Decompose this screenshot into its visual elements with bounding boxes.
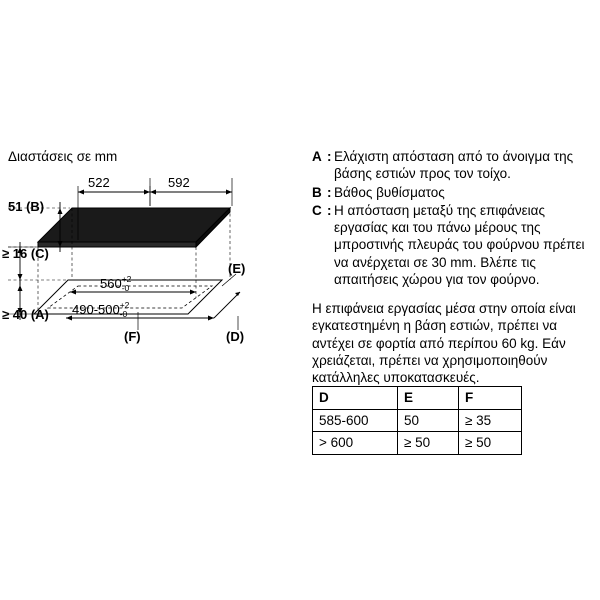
table-cell-d-2: > 600 <box>313 432 398 455</box>
arrow-592-right <box>226 190 232 195</box>
note-c <box>312 202 592 288</box>
dim-560-tol-bottom: -0 <box>121 282 130 293</box>
arrow-560-left <box>70 290 76 295</box>
table-row <box>313 432 522 455</box>
dim-label-16-c: ≥ 16 (C) <box>2 246 49 261</box>
arrow-16-bottom <box>18 274 23 280</box>
dim-label-490-500: 490-500 <box>72 301 120 317</box>
table-cell-f-2: ≥ 50 <box>459 432 522 455</box>
note-c-key: C <box>312 202 322 218</box>
load-capacity-paragraph: Η επιφάνεια εργασίας μέσα στην οποία είναι εγκατεστημένη η βάση εστιών, πρέπει να αντέχει σε φορτία από περίπου 60 kg. Εάν χρειάζεται, πρέπει να χρησιμοποιηθούν κατάλληλες υποκατασκευές. <box>312 301 576 386</box>
dim-560-tol-top: +2 <box>121 274 132 284</box>
page-title: Διαστάσεις σε mm <box>8 149 118 164</box>
table-cell-e-2: ≥ 50 <box>398 432 459 455</box>
arrow-522-right <box>144 190 150 195</box>
arrow-depth-d <box>235 292 240 296</box>
note-b-colon: : <box>327 184 332 200</box>
dim-560-tolerance <box>122 275 132 292</box>
note-b-key: B <box>312 184 322 200</box>
dim-label-490-500-group <box>72 302 129 319</box>
dim-label-40-a: ≥ 40 (A) <box>2 307 49 322</box>
note-a <box>312 148 592 183</box>
note-c-colon: : <box>327 202 332 218</box>
table-header-d: D <box>313 387 398 410</box>
table-header-e: E <box>398 387 459 410</box>
callout-label-d: (D) <box>226 329 245 344</box>
dim-label-560: 560 <box>100 275 122 291</box>
dim-490-500-tol-top: +2 <box>119 300 130 310</box>
arrow-40-top <box>18 285 23 291</box>
table-header-f: F <box>459 387 522 410</box>
dim-label-51-b: 51 (B) <box>8 199 45 214</box>
dim-line-depth-d <box>214 292 240 318</box>
hob-dimension-drawing <box>0 140 300 380</box>
dim-label-560-group <box>100 276 131 293</box>
note-a-text: Ελάχιστη απόσταση από το άνοιγμα της βάσης εστιών προς τον τοίχο. <box>334 149 574 182</box>
callout-label-e: (E) <box>228 261 246 276</box>
dim-label-592: 592 <box>168 175 190 190</box>
dim-label-522: 522 <box>88 175 110 190</box>
arrow-522-left <box>78 190 84 195</box>
note-c-text: Η απόσταση μεταξύ της επιφάνειας εργασίας και του πάνω μέρους της μπροστινής πλευράς του φούρνου πρέπει να ανέρχεται σε 30 mm. Βλέπε τις απαιτήσεις χώρου για τον φούρνο. <box>334 202 585 287</box>
dim-490-500-tol-bottom: -0 <box>119 308 128 319</box>
arrow-560-right <box>190 290 196 295</box>
note-b <box>312 184 592 201</box>
dim-490-500-tolerance <box>120 301 130 318</box>
table-header-row <box>313 387 522 410</box>
table-cell-d-1: 585-600 <box>313 409 398 432</box>
clearance-table <box>312 386 522 455</box>
note-a-key: A <box>312 149 322 164</box>
table-row <box>313 409 522 432</box>
callout-label-f: (F) <box>124 329 141 344</box>
note-b-text: Βάθος βυθίσματος <box>334 184 445 200</box>
arrow-51-top <box>58 208 63 214</box>
note-a-colon: : <box>327 149 332 164</box>
table-cell-f-1: ≥ 35 <box>459 409 522 432</box>
arrow-490-right <box>208 316 214 321</box>
notes-column <box>312 148 592 386</box>
table-cell-e-1: 50 <box>398 409 459 432</box>
arrow-592-left <box>150 190 156 195</box>
